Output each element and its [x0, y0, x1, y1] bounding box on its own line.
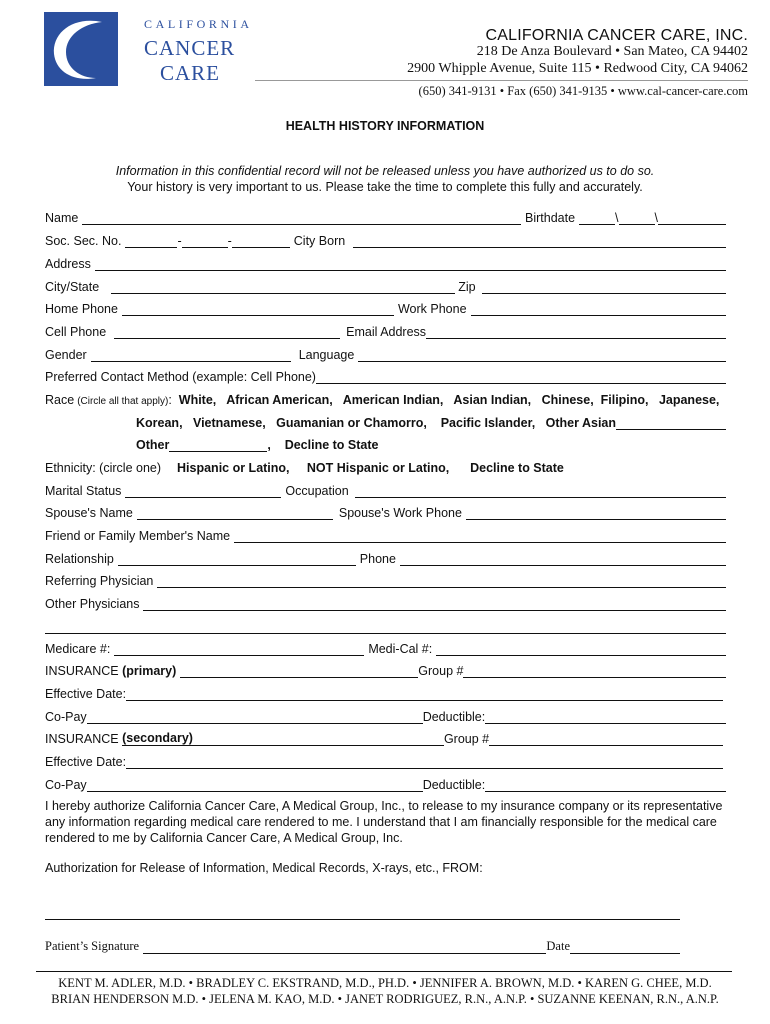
- insurance-secondary-field[interactable]: [193, 732, 444, 746]
- ssn-separator: -: [177, 234, 182, 248]
- spouse-work-phone-field[interactable]: [466, 506, 726, 520]
- email-label: Email Address: [346, 325, 427, 339]
- row-insurance-primary: [45, 661, 726, 678]
- relationship-field[interactable]: [118, 552, 356, 566]
- insurance-label: INSURANCE: [45, 664, 123, 678]
- date-label: Date: [546, 939, 570, 953]
- race-options-line-1[interactable]: White, African American, American Indian, Asian Indian, Chinese, Filipino, Japanese,: [178, 393, 720, 407]
- group-label: Group #: [443, 732, 490, 746]
- marital-status-field[interactable]: [125, 484, 281, 498]
- release-authorization: Authorization for Release of Information, Medical Records, X-rays, etc., FROM:: [45, 861, 483, 875]
- row-city-state: [45, 277, 726, 294]
- race-other-label[interactable]: Other: [136, 438, 170, 452]
- birth-month-field[interactable]: [579, 211, 615, 225]
- ssn-separator: -: [227, 234, 232, 248]
- row-medicare: [45, 639, 726, 656]
- logo-icon: [44, 12, 118, 86]
- preferred-contact-label: Preferred Contact Method (example: Cell Phone): [45, 370, 316, 384]
- row-address: [45, 254, 726, 271]
- language-field[interactable]: [358, 348, 726, 362]
- name-label: Name: [45, 211, 79, 225]
- deductible-label: Deductible:: [422, 710, 486, 724]
- gender-label: Gender: [45, 348, 87, 362]
- copay-primary-field[interactable]: [87, 710, 423, 724]
- form-title: HEALTH HISTORY INFORMATION: [285, 119, 485, 133]
- row-friend-family: [45, 526, 726, 543]
- birthdate-label: Birthdate: [525, 211, 576, 225]
- cell-phone-field[interactable]: [114, 325, 340, 339]
- medicare-label: Medicare #:: [45, 642, 111, 656]
- address-label: Address: [45, 257, 91, 271]
- referring-physician-field[interactable]: [157, 574, 726, 588]
- race-label: Race: [45, 393, 75, 407]
- row-gender-language: [45, 345, 726, 362]
- copay-label: Co-Pay: [45, 778, 87, 792]
- date-separator: \: [615, 211, 619, 225]
- gender-field[interactable]: [91, 348, 291, 362]
- contact-line: (650) 341-9131 • Fax (650) 341-9135 • www.cal-cancer-care.com: [418, 84, 748, 98]
- row-copay-secondary: [45, 775, 726, 792]
- phone-label: Phone: [359, 552, 396, 566]
- address-line-1: 218 De Anza Boulevard • San Mateo, CA 94402: [476, 44, 748, 59]
- ssn-label: Soc. Sec. No.: [45, 234, 122, 248]
- ethnicity-options[interactable]: Hispanic or Latino, NOT Hispanic or Latino, Decline to State: [177, 461, 564, 475]
- relationship-phone-field[interactable]: [400, 552, 726, 566]
- birth-day-field[interactable]: [619, 211, 655, 225]
- company-name: CALIFORNIA CANCER CARE, INC.: [485, 27, 748, 44]
- home-phone-label: Home Phone: [45, 302, 118, 316]
- ssn-part2-field[interactable]: [182, 234, 228, 248]
- work-phone-field[interactable]: [471, 302, 726, 316]
- language-label: Language: [298, 348, 355, 362]
- medical-field[interactable]: [436, 642, 726, 656]
- effective-date-label: Effective Date:: [45, 687, 127, 701]
- effective-date-secondary-field[interactable]: [126, 755, 723, 769]
- release-from-field[interactable]: [45, 919, 680, 920]
- other-physicians-field-2[interactable]: [45, 620, 726, 634]
- address-field[interactable]: [95, 257, 726, 271]
- email-field[interactable]: [426, 325, 726, 339]
- signature-label: Patient’s Signature: [45, 939, 140, 953]
- effective-date-label: Effective Date:: [45, 755, 127, 769]
- other-physicians-field[interactable]: [143, 597, 726, 611]
- logo-text-california: CALIFORNIA: [144, 17, 253, 31]
- race-other-field[interactable]: [169, 438, 267, 452]
- row-copay-primary: [45, 707, 726, 724]
- group-primary-field[interactable]: [463, 664, 726, 678]
- row-ssn: [45, 231, 726, 248]
- date-separator: \: [654, 211, 658, 225]
- work-phone-label: Work Phone: [397, 302, 467, 316]
- effective-date-primary-field[interactable]: [126, 687, 723, 701]
- row-phones: [45, 299, 726, 316]
- spouse-work-phone-label: Spouse's Work Phone: [338, 506, 462, 520]
- preferred-contact-field[interactable]: [316, 370, 726, 384]
- race-note: (Circle all that apply): [77, 396, 169, 407]
- deductible-label: Deductible:: [422, 778, 486, 792]
- row-ethnicity: [45, 458, 726, 475]
- row-preferred-contact: [45, 367, 726, 384]
- friend-family-field[interactable]: [234, 529, 726, 543]
- primary-label: (primary): [122, 664, 177, 678]
- zip-label: Zip: [458, 280, 476, 294]
- signature-date-field[interactable]: [570, 940, 680, 954]
- occupation-field[interactable]: [355, 484, 726, 498]
- spouse-name-field[interactable]: [137, 506, 333, 520]
- physician-list-line-1: KENT M. ADLER, M.D. • BRADLEY C. EKSTRAND, M.D., PH.D. • JENNIFER A. BROWN, M.D. • KAREN G. CHEE, M.D.: [58, 976, 712, 990]
- row-race: Race (Circle all that apply) : White, African American, American Indian, Asian Indian, Chinese, Filipino, Japanese,: [45, 393, 720, 407]
- marital-status-label: Marital Status: [45, 484, 122, 498]
- city-state-field[interactable]: [111, 280, 455, 294]
- group-secondary-field[interactable]: [489, 732, 723, 746]
- deductible-secondary-field[interactable]: [485, 778, 726, 792]
- footer-divider: [36, 971, 732, 972]
- row-name: [45, 208, 726, 225]
- spouse-name-label: Spouse's Name: [45, 506, 133, 520]
- medical-label: Medi-Cal #:: [368, 642, 433, 656]
- logo-text-cancer: CANCER: [144, 36, 236, 60]
- insurance-primary-field[interactable]: [180, 664, 418, 678]
- row-insurance-secondary: [45, 729, 726, 746]
- other-physicians-label: Other Physicians: [45, 597, 140, 611]
- race-decline[interactable]: , Decline to State: [267, 438, 379, 452]
- copay-secondary-field[interactable]: [87, 778, 423, 792]
- ssn-part3-field[interactable]: [232, 234, 290, 248]
- group-label: Group #: [418, 664, 464, 678]
- copay-label: Co-Pay: [45, 710, 87, 724]
- row-other-physicians-continued: [45, 617, 726, 634]
- intro-instructions: Your history is very important to us. Please take the time to complete this fully and accurately.: [127, 180, 643, 194]
- row-other-physicians: [45, 594, 726, 611]
- row-effective-date-primary: [45, 684, 726, 701]
- row-cell-email: [45, 322, 726, 339]
- ethnicity-label: Ethnicity: (circle one): [45, 461, 162, 475]
- medicare-field[interactable]: [114, 642, 364, 656]
- birth-year-field[interactable]: [658, 211, 726, 225]
- header-divider: [255, 80, 748, 81]
- insurance-label: INSURANCE: [45, 732, 123, 746]
- ssn-part1-field[interactable]: [125, 234, 177, 248]
- race-options-line-2[interactable]: Korean, Vietnamese, Guamanian or Chamorro, Pacific Islander, Other Asian: [136, 416, 617, 430]
- row-race-2: [136, 413, 726, 430]
- city-born-field[interactable]: [353, 234, 726, 248]
- row-race-3: [136, 435, 726, 452]
- cell-phone-label: Cell Phone: [45, 325, 107, 339]
- city-born-label: City Born: [293, 234, 346, 248]
- home-phone-field[interactable]: [122, 302, 394, 316]
- address-line-2: 2900 Whipple Avenue, Suite 115 • Redwood City, CA 94062: [407, 61, 748, 76]
- other-asian-field[interactable]: [616, 416, 726, 430]
- row-referring-physician: [45, 571, 726, 588]
- row-marital: [45, 481, 726, 498]
- row-effective-date-secondary: [45, 752, 726, 769]
- deductible-primary-field[interactable]: [485, 710, 726, 724]
- relationship-label: Relationship: [45, 552, 114, 566]
- row-spouse: [45, 503, 726, 520]
- referring-physician-label: Referring Physician: [45, 574, 154, 588]
- signature-field[interactable]: [143, 940, 546, 954]
- name-field[interactable]: [82, 211, 521, 225]
- intro-confidential: Information in this confidential record will not be released unless you have authorized us to do so.: [115, 164, 655, 178]
- occupation-label: Occupation: [285, 484, 349, 498]
- city-state-label: City/State: [45, 280, 100, 294]
- friend-family-label: Friend or Family Member's Name: [45, 529, 231, 543]
- authorization-statement: I hereby authorize California Cancer Care, A Medical Group, Inc., to release to my insurance company or its representative any information regarding medical care rendered to me. I understand that I am financially responsible for the medical care rendered to me by California Cancer Care, A Medical Group, Inc.: [45, 799, 723, 845]
- row-relationship: [45, 549, 726, 566]
- logo-text-care: CARE: [160, 61, 221, 85]
- zip-field[interactable]: [482, 280, 726, 294]
- signature-row: [45, 937, 680, 954]
- secondary-label: (secondary): [122, 731, 193, 745]
- physician-list-line-2: BRIAN HENDERSON M.D. • JELENA M. KAO, M.D. • JANET RODRIGUEZ, R.N., A.N.P. • SUZANNE KEENAN, R.N., A.N.P.: [51, 992, 719, 1006]
